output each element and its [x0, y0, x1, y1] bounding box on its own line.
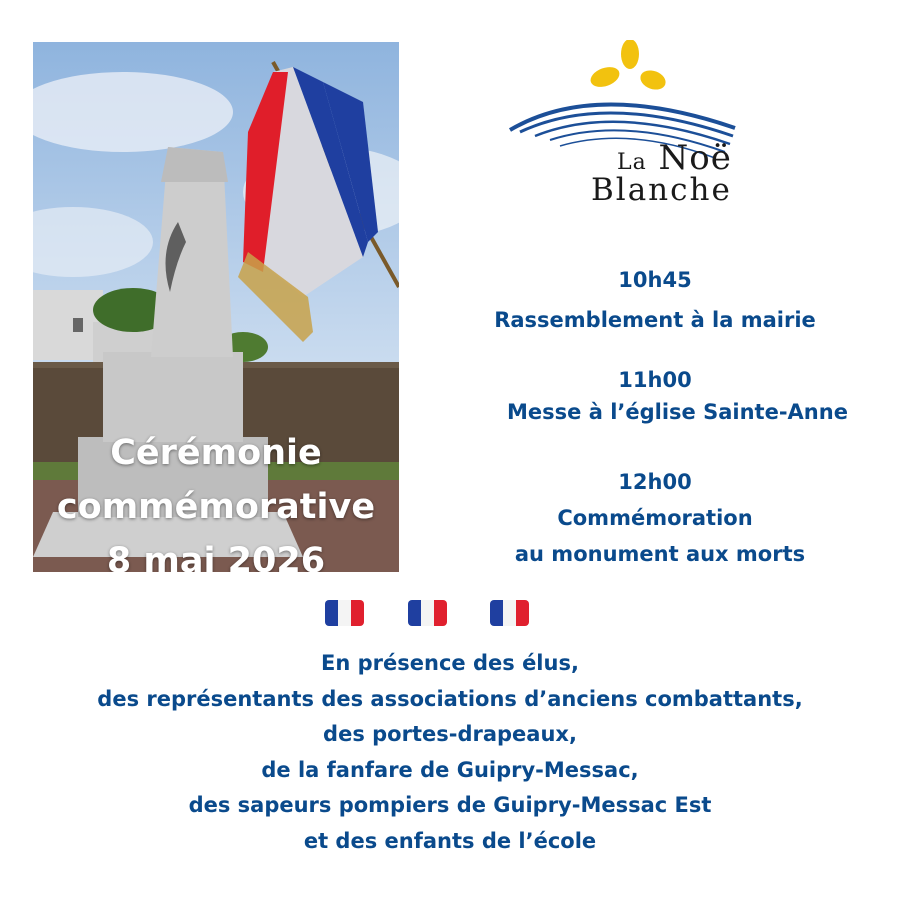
attendees-line: et des enfants de l’école [303, 828, 597, 853]
attendees-line: En présence des élus, [321, 651, 579, 675]
attendees-line: des sapeurs pompiers de Guipry-Messac Est [188, 793, 712, 817]
flag-icon [490, 600, 529, 626]
logo-noe: Noë [658, 138, 732, 178]
flag-icon [325, 600, 364, 626]
caption-line: 8 mai 2026 [106, 541, 326, 572]
attendees-line: des portes-drapeaux, [323, 722, 577, 746]
schedule-desc-3a: Commémoration [557, 506, 753, 530]
photo-caption [33, 426, 399, 572]
attendees-text [0, 646, 900, 859]
schedule-time-1: 10h45 [618, 268, 692, 292]
logo-wordmark-line2: Blanche [591, 172, 732, 208]
caption-line: commémorative [56, 487, 376, 527]
schedule-time-2: 11h00 [618, 368, 692, 392]
flag-icon [408, 600, 447, 626]
schedule-desc-1: Rassemblement à la mairie [494, 308, 816, 332]
schedule-desc-3b: au monument aux morts [514, 542, 806, 566]
logo-la: La [617, 150, 647, 175]
memorial-photo [33, 42, 399, 572]
caption-line: Cérémonie [110, 433, 322, 473]
schedule-time-3: 12h00 [618, 470, 692, 494]
attendees-line: de la fanfare de Guipry-Messac, [261, 757, 639, 782]
schedule-desc-2: Messe à l’église Sainte-Anne [507, 400, 848, 424]
la-noe-blanche-logo [505, 40, 765, 210]
attendees-line: des représentants des associations d’anciens combattants, [97, 686, 803, 711]
